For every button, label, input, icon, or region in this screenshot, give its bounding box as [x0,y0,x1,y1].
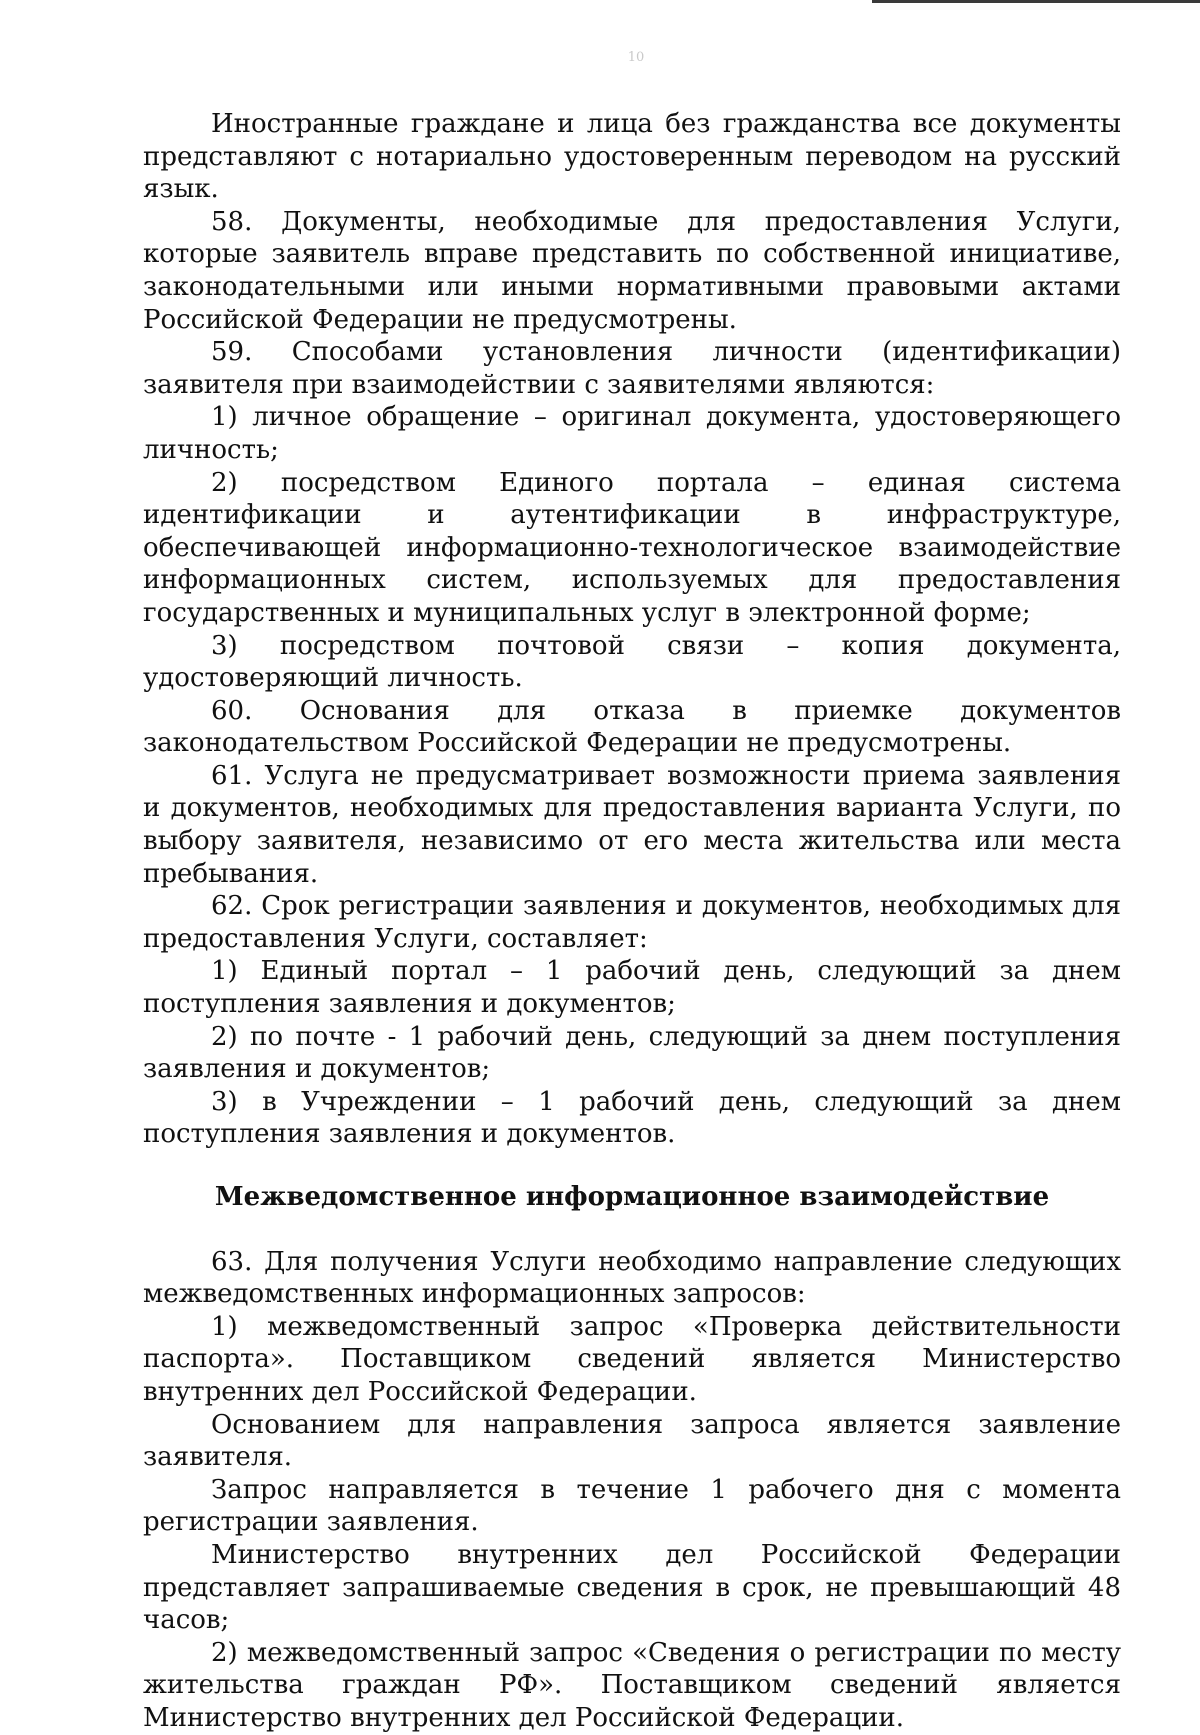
paragraph-59: 59. Способами установления личности (идентификации) заявителя при взаимодействии с заявителями являются: [143,337,1121,400]
top-edge-line [872,0,1200,3]
paragraph-63-item-1: 1) межведомственный запрос «Проверка действительности паспорта». Поставщиком сведений является Министерство внутренних дел Российской Федерации. [143,1311,1121,1407]
paragraph-63: 63. Для получения Услуги необходимо направление следующих межведомственных информационных запросов: [143,1246,1121,1310]
paragraph-59-item-3: 3) посредством почтовой связи – копия документа, удостоверяющий личность. [143,630,1121,694]
paragraph-63-response: Министерство внутренних дел Российской Федерации представляет запрашиваемые сведения в срок, не превышающий 48 часов; [143,1539,1121,1636]
paragraph-59-item-1: 1) личное обращение – оригинал документа, удостоверяющего личность; [143,402,1121,465]
paragraph-63-basis: Основанием для направления запроса является заявление заявителя. [143,1409,1121,1473]
paragraph-62-item-2: 2) по почте - 1 рабочий день, следующий за днем поступления заявления и документов; [143,1021,1121,1085]
paragraph-61: 61. Услуга не предусматривает возможности приема заявления и документов, необходимых для предоставления варианта Услуги, по выбору заявителя, независимо от его места жительства или места пребывания. [143,760,1121,889]
paragraph-62: 62. Срок регистрации заявления и документов, необходимых для предоставления Услуги, составляет: [143,891,1121,954]
document-body [143,108,1121,1735]
page-number: 10 [627,50,645,65]
paragraph-62-item-3: 3) в Учреждении – 1 рабочий день, следующий за днем поступления заявления и документов. [143,1086,1121,1150]
paragraph-63-item-2: 2) межведомственный запрос «Сведения о регистрации по месту жительства граждан РФ». Поставщиком сведений является Министерство внутренних дел Российской Федерации. [143,1637,1121,1733]
paragraph-63-deadline: Запрос направляется в течение 1 рабочего дня с момента регистрации заявления. [143,1474,1121,1538]
section-heading: Межведомственное информационное взаимодействие [214,1182,1050,1212]
paragraph-62-item-1: 1) Единый портал – 1 рабочий день, следующий за днем поступления заявления и документов; [143,956,1121,1020]
paragraph-60: 60. Основания для отказа в приемке документов законодательством Российской Федерации не предусмотрены. [143,695,1121,759]
paragraph-59-item-2: 2) посредством Единого портала – единая система идентификации и аутентификации в инфраструктуре, обеспечивающей информационно-технологическое взаимодействие информационных систем, используемых для предоставления государственных и муниципальных услуг в электронной форме; [143,467,1121,628]
paragraph-58: 58. Документы, необходимые для предоставления Услуги, которые заявитель вправе представить по собственной инициативе, законодательными или иными нормативными правовыми актами Российской Федерации не предусмотрены. [143,206,1121,335]
paragraph-foreign-citizens: Иностранные граждане и лица без гражданства все документы представляют с нотариально удостоверенным переводом на русский язык. [143,109,1121,205]
